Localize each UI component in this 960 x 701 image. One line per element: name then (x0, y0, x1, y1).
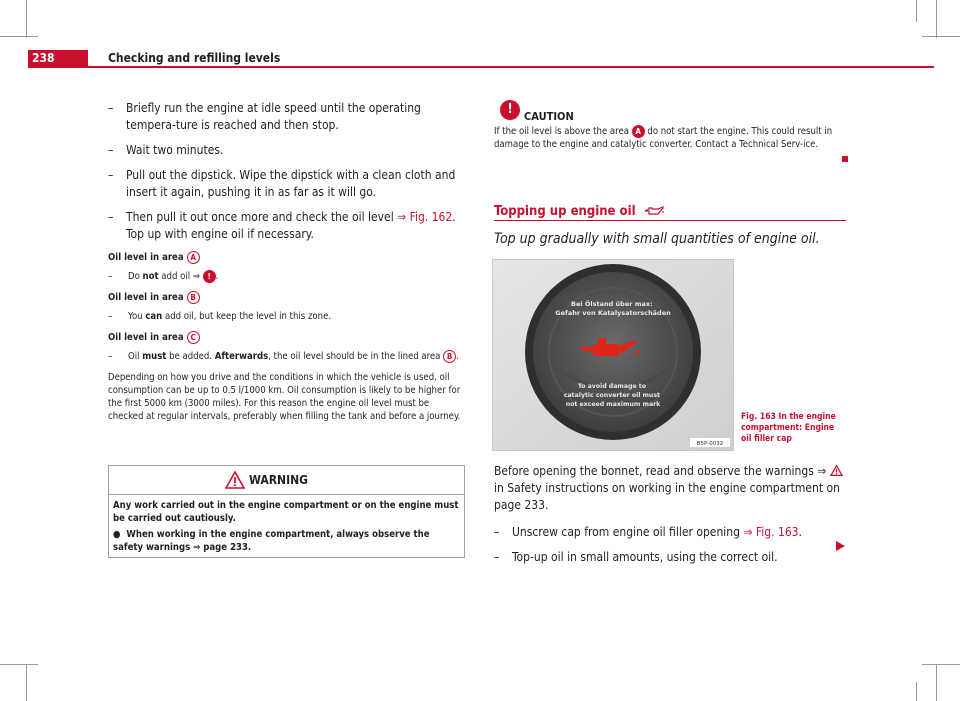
warning-triangle-icon (830, 465, 843, 476)
step-item: – Briefly run the engine at idle speed until the operating tempera-ture is reached and then stop. (108, 100, 464, 134)
area-badge-a: A (187, 251, 200, 264)
step-item: – Wait two minutes. (108, 142, 464, 159)
oil-level-areas (108, 251, 464, 423)
crop-mark (916, 682, 917, 701)
oil-can-icon (643, 206, 665, 217)
step-item: – Pull out the dipstick. Wipe the dipstick with a clean cloth and insert it again, pushing it in as far as it will go. (108, 167, 464, 201)
warning-header (109, 466, 464, 495)
crop-mark (0, 664, 38, 665)
page-number: 238 (28, 50, 88, 67)
caution-ref-icon: ! (203, 270, 216, 283)
section-title: Topping up engine oil (494, 204, 665, 219)
section-rule (494, 220, 846, 221)
figure-caption: Fig. 163 In the engine compartment: Engine oil filler cap (741, 412, 836, 444)
crop-mark (922, 36, 960, 37)
area-badge-b: B (443, 350, 456, 363)
section-subtitle: Top up gradually with small quantities of engine oil. (494, 231, 820, 247)
crop-mark (0, 36, 38, 37)
end-of-section-marker (842, 156, 848, 162)
crop-mark (922, 664, 960, 665)
crop-mark (936, 664, 937, 701)
warning-triangle-icon (225, 471, 245, 489)
crop-mark (26, 0, 27, 38)
area-c-text: – Oil must be added. Afterwards, the oil level should be in the lined area B . (108, 350, 464, 363)
page-header-title: Checking and refilling levels (108, 51, 281, 65)
area-badge-c: C (187, 331, 200, 344)
warning-body (109, 495, 464, 554)
warning-title: WARNING (249, 473, 308, 487)
area-b-heading: Oil level in area B (108, 291, 464, 304)
fig-162-link[interactable]: ⇒ Fig. 162 (397, 210, 453, 224)
right-body (494, 463, 846, 574)
fig-163-link[interactable]: ⇒ Fig. 163 (743, 525, 799, 539)
step-item: – Then pull it out once more and check the oil level ⇒ Fig. 162. Top up with engine oil if necessary. (108, 209, 464, 243)
area-badge-a: A (632, 125, 645, 138)
area-c-heading: Oil level in area C (108, 331, 464, 344)
crop-mark (26, 664, 27, 701)
area-badge-b: B (187, 291, 200, 304)
figure-code: B5P-0032 (696, 441, 724, 447)
oil-filler-cap-figure (492, 259, 734, 451)
caution-icon: ! (500, 100, 520, 120)
caution-block (494, 100, 846, 151)
bullet-icon: ● (113, 529, 121, 540)
step-item: – Unscrew cap from engine oil filler opening ⇒ Fig. 163. (494, 524, 846, 541)
caution-header (494, 100, 846, 122)
caution-text: If the oil level is above the area A do not start the engine. This could result in damage to the engine and catalytic converter. Contact a Technical Serv-ice. (494, 126, 833, 150)
crop-mark (916, 0, 917, 22)
caution-title: CAUTION (524, 110, 574, 123)
oil-filler-cap-image (493, 260, 733, 450)
bonnet-paragraph: Before opening the bonnet, read and observe the warnings ⇒ in Safety instructions on working in the engine compartment on page 233. (494, 463, 846, 514)
left-column (108, 100, 464, 423)
oil-consumption-paragraph: Depending on how you drive and the conditions in which the vehicle is used, oil consumption can be up to 0.5 l/1000 km. Oil consumption is likely to be higher for the first 5000 km (3000 miles). For this reason the engine oil level must be checked at regular intervals, preferably when filling the tank and before a journey. (108, 372, 461, 422)
warning-bullet: ● When working in the engine compartment, always observe the safety warnings ⇒ page 233. (113, 529, 430, 553)
step-item: – Top-up oil in small amounts, using the correct oil. (494, 549, 846, 566)
svg-text:Bei Ölstand über max: Ge: Bei Ölstand über max: Gefahr von Katalysatorschäden (555, 300, 671, 317)
area-a-text: – Do not add oil ⇒ ! . (108, 270, 464, 283)
continue-arrow-icon (836, 541, 845, 551)
svg-text:To avoid damage to catal: To avoid damage to catalytic converter oil must not exceed maximum mark (563, 383, 661, 408)
crop-mark (936, 0, 937, 38)
warning-box (108, 465, 465, 558)
warning-line: Any work carried out in the engine compartment or on the engine must be carried out cautiously. (113, 500, 459, 524)
area-b-text: – You can add oil, but keep the level in this zone. (108, 310, 464, 323)
header-rule (28, 66, 934, 68)
area-a-heading: Oil level in area A (108, 251, 464, 264)
